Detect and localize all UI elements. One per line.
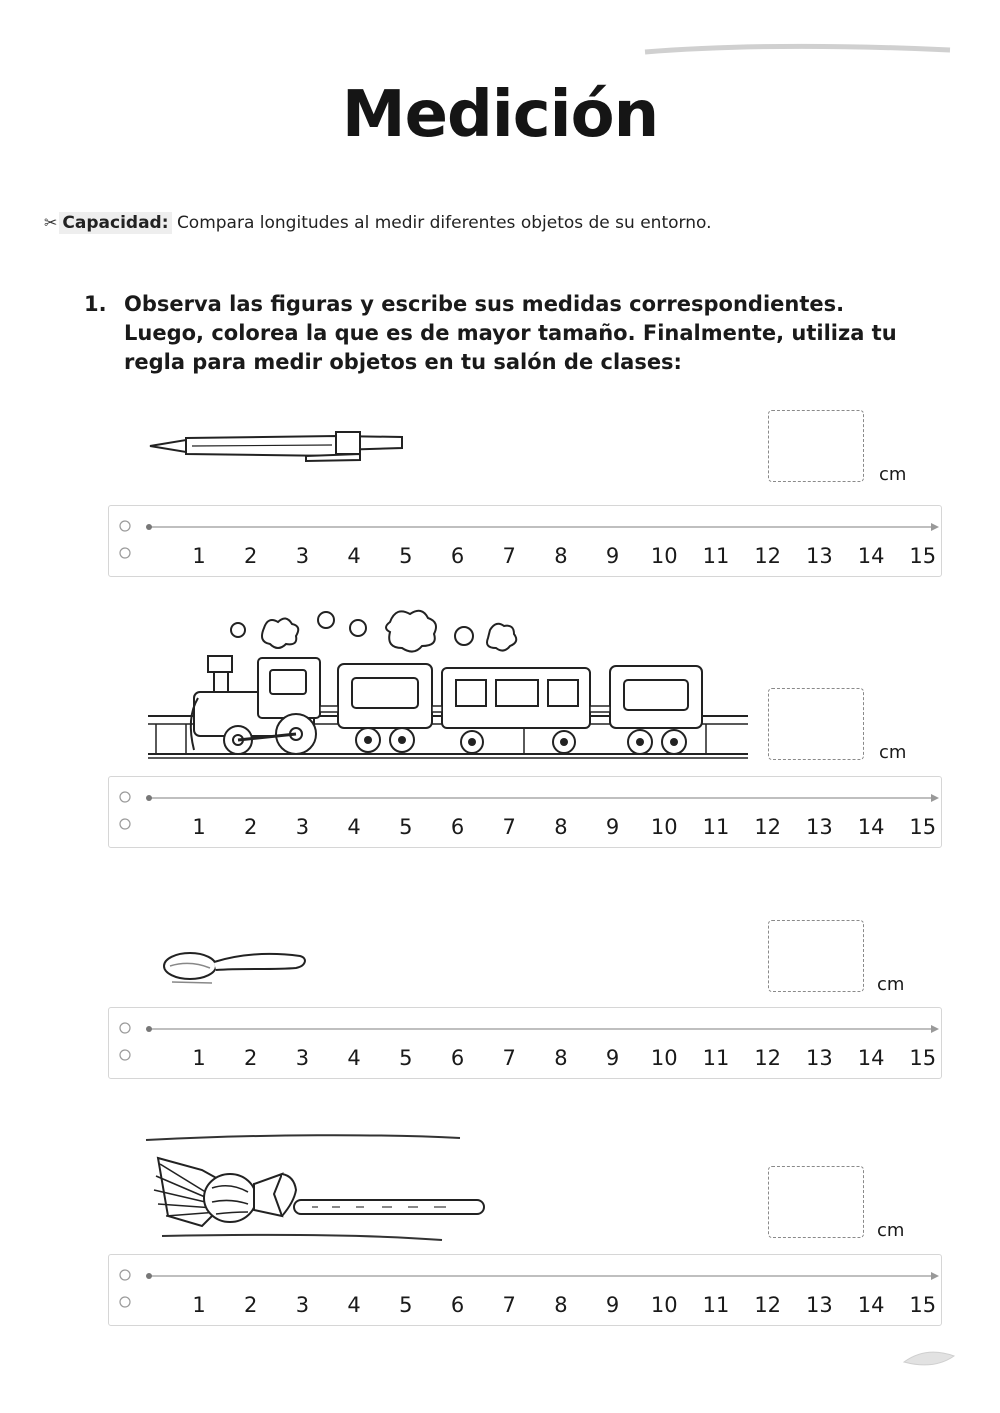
ruler-number: 6 bbox=[450, 544, 465, 568]
ruler-number: 10 bbox=[650, 1293, 678, 1317]
unit-label: cm bbox=[877, 1220, 905, 1241]
ruler-number: 15 bbox=[909, 1293, 937, 1317]
unit-label: cm bbox=[877, 974, 905, 995]
ruler-number: 1 bbox=[192, 1293, 206, 1317]
ruler-hole-icon bbox=[120, 1050, 130, 1060]
ruler-number: 9 bbox=[605, 815, 620, 839]
unit-label: cm bbox=[879, 464, 907, 485]
ruler-number: 5 bbox=[399, 544, 413, 568]
ruler-number: 8 bbox=[554, 1046, 568, 1070]
ruler-hole-icon bbox=[120, 521, 130, 531]
ruler-number: 5 bbox=[399, 1293, 413, 1317]
ruler-number: 7 bbox=[502, 544, 516, 568]
ruler-number: 12 bbox=[754, 544, 782, 568]
ruler bbox=[108, 1254, 942, 1326]
ruler bbox=[108, 1007, 942, 1079]
ruler-number: 14 bbox=[857, 1293, 885, 1317]
capacity-label: Capacidad: bbox=[59, 212, 171, 234]
ruler-number: 11 bbox=[702, 815, 730, 839]
ruler-start-dot bbox=[146, 524, 152, 530]
pen-icon bbox=[146, 428, 408, 464]
answer-box[interactable] bbox=[768, 920, 864, 992]
capacity-line bbox=[44, 213, 711, 233]
ruler-number: 8 bbox=[554, 544, 568, 568]
answer-box[interactable] bbox=[768, 688, 864, 760]
ruler-number: 4 bbox=[347, 1293, 361, 1317]
ruler-arrow-icon bbox=[931, 794, 939, 802]
instruction-text: Observa las figuras y escribe sus medidas correspondientes. Luego, colorea la que es de mayor tamaño. Finalmente, utiliza tu regla para medir objetos en tu salón de clases: bbox=[124, 292, 897, 374]
ruler-number: 5 bbox=[399, 1046, 413, 1070]
ruler-number: 4 bbox=[347, 815, 361, 839]
decorative-swoosh-icon bbox=[640, 38, 960, 68]
ruler-number: 3 bbox=[295, 1293, 310, 1317]
ruler-number: 14 bbox=[857, 1046, 885, 1070]
ruler-number: 13 bbox=[806, 1046, 833, 1070]
ruler-number: 11 bbox=[702, 1046, 730, 1070]
ruler-hole-icon bbox=[120, 792, 130, 802]
train-icon bbox=[146, 606, 750, 764]
ruler-number: 15 bbox=[909, 544, 937, 568]
ruler-start-dot bbox=[146, 795, 152, 801]
ruler-number: 6 bbox=[450, 1046, 465, 1070]
ruler-hole-icon bbox=[120, 548, 130, 558]
capacity-text: Compara longitudes al medir diferentes objetos de su entorno. bbox=[176, 213, 712, 233]
ruler-number: 8 bbox=[554, 815, 568, 839]
ruler-number: 2 bbox=[244, 544, 258, 568]
ruler-arrow-icon bbox=[931, 523, 939, 531]
ruler-number: 12 bbox=[754, 1046, 782, 1070]
ruler-number: 13 bbox=[806, 815, 833, 839]
ruler-start-dot bbox=[146, 1273, 152, 1279]
ruler-number: 7 bbox=[502, 1046, 516, 1070]
ruler-number: 1 bbox=[192, 815, 206, 839]
ruler-number: 11 bbox=[702, 1293, 730, 1317]
ruler bbox=[108, 505, 942, 577]
answer-box[interactable] bbox=[768, 1166, 864, 1238]
ruler-number: 14 bbox=[857, 544, 885, 568]
ruler-number: 1 bbox=[192, 1046, 206, 1070]
instruction-number: 1. bbox=[84, 292, 107, 316]
decorative-corner-icon bbox=[900, 1342, 960, 1372]
ruler-number: 12 bbox=[754, 815, 782, 839]
ruler-number: 11 bbox=[702, 544, 730, 568]
ruler-number: 12 bbox=[754, 1293, 782, 1317]
ruler-number: 13 bbox=[806, 544, 833, 568]
ruler-number: 9 bbox=[605, 1293, 620, 1317]
ruler-number: 15 bbox=[909, 1046, 937, 1070]
ruler-hole-icon bbox=[120, 1270, 130, 1280]
ruler-number: 4 bbox=[347, 1046, 361, 1070]
scissors-icon: ✂ bbox=[44, 213, 58, 232]
ruler-number: 10 bbox=[650, 815, 678, 839]
ruler-number: 7 bbox=[502, 1293, 516, 1317]
unit-label: cm bbox=[879, 742, 907, 763]
ruler-number: 9 bbox=[605, 1046, 620, 1070]
spoon-icon bbox=[160, 944, 310, 990]
ruler-arrow-icon bbox=[931, 1025, 939, 1033]
ruler-start-dot bbox=[146, 1026, 152, 1032]
ruler-number: 2 bbox=[244, 1293, 258, 1317]
ruler-number: 6 bbox=[450, 1293, 465, 1317]
ruler-number: 2 bbox=[244, 815, 258, 839]
ruler-hole-icon bbox=[120, 1023, 130, 1033]
ruler-number: 5 bbox=[399, 815, 413, 839]
ruler-number: 9 bbox=[605, 544, 620, 568]
ruler-number: 2 bbox=[244, 1046, 258, 1070]
ruler-number: 3 bbox=[295, 1046, 310, 1070]
ruler-number: 3 bbox=[295, 544, 310, 568]
ruler-number: 4 bbox=[347, 544, 361, 568]
ruler-number: 13 bbox=[806, 1293, 833, 1317]
answer-box[interactable] bbox=[768, 410, 864, 482]
page-title: Medición bbox=[341, 78, 659, 152]
ruler-arrow-icon bbox=[931, 1272, 939, 1280]
ruler-hole-icon bbox=[120, 819, 130, 829]
broom-icon bbox=[142, 1130, 492, 1246]
ruler-hole-icon bbox=[120, 1297, 130, 1307]
ruler-number: 3 bbox=[295, 815, 310, 839]
ruler-number: 15 bbox=[909, 815, 937, 839]
ruler-number: 7 bbox=[502, 815, 516, 839]
ruler-number: 10 bbox=[650, 1046, 678, 1070]
ruler bbox=[108, 776, 942, 848]
ruler-number: 14 bbox=[857, 815, 885, 839]
ruler-number: 1 bbox=[192, 544, 206, 568]
ruler-number: 10 bbox=[650, 544, 678, 568]
ruler-number: 8 bbox=[554, 1293, 568, 1317]
ruler-number: 6 bbox=[450, 815, 465, 839]
